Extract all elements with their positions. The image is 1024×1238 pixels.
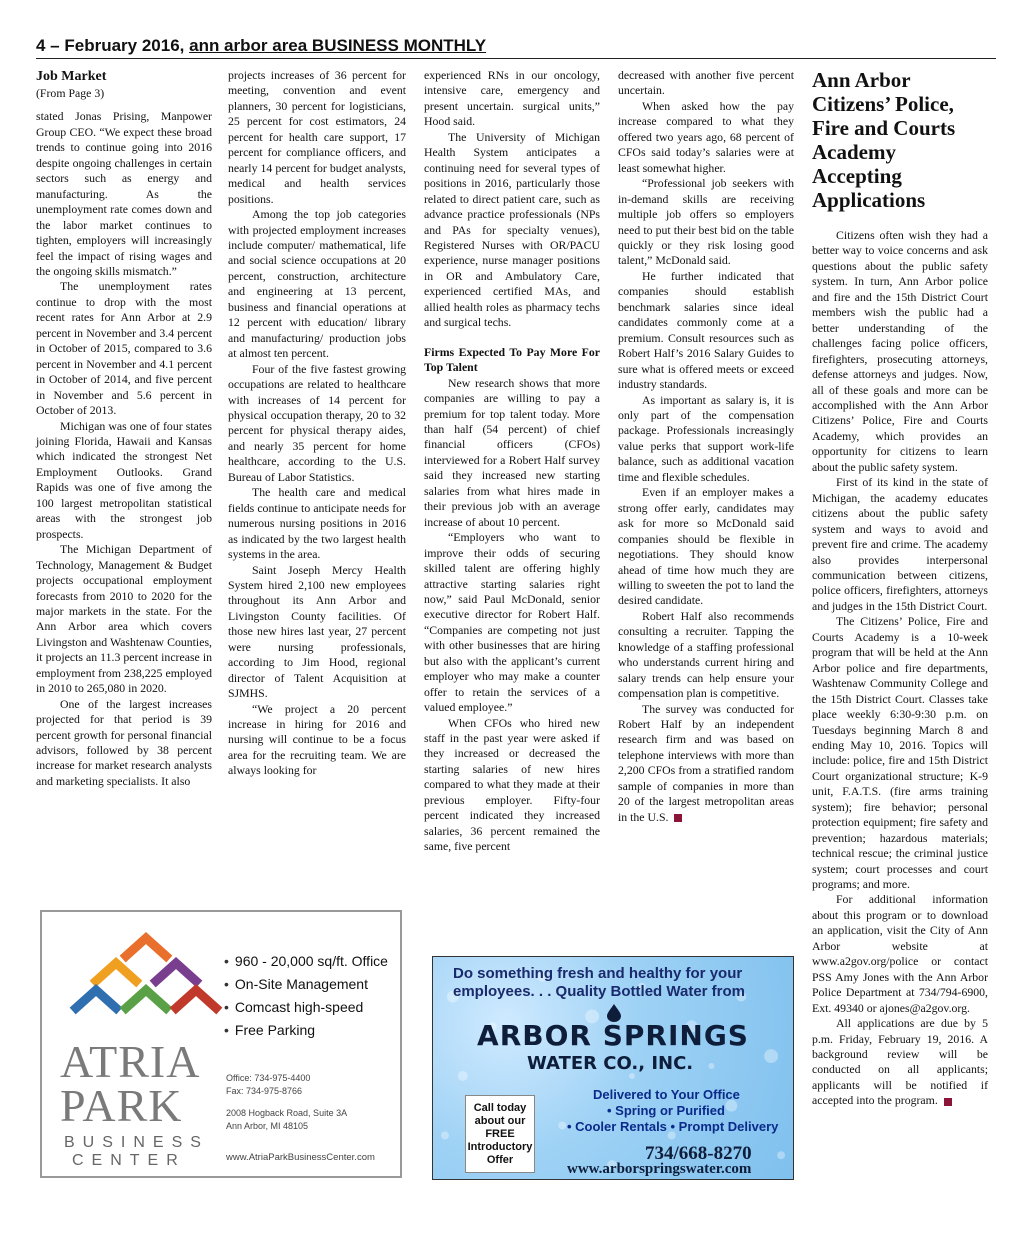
paragraph: One of the largest increases projected for that period is 39 percent growth for personal financial advisors, followed by 38 percent increase for market research analysts and marketing specialists. It also [36, 696, 212, 788]
call-line: Offer [486, 1154, 514, 1166]
service-line: Delivered to Your Office [593, 1087, 740, 1102]
publication-name: ann arbor area BUSINESS MONTHLY [189, 36, 487, 55]
column-3 [424, 68, 600, 855]
atria-logo-icon [56, 926, 236, 1036]
call-line: FREE [485, 1128, 515, 1140]
atria-logo-subtext [64, 1134, 209, 1170]
call-today-box [465, 1095, 535, 1173]
paragraph: The University of Michigan Health System anticipates a continuing need for several types of positions in 2016, particularly those related to direct patient care, such as advance practice professionals (NPs and PAs for specialty venues), Registered Nurses with OR/PACU experience, nurse manager positions in OR and Ambulatory Care, experienced certified MAs, and allied health roles as pharmacy techs and surgical techs. [424, 129, 600, 330]
address-line: 2008 Hogback Road, Suite 3A [226, 1108, 348, 1118]
column-4 [618, 68, 794, 825]
article-headline: Job Market [36, 69, 107, 84]
atria-park-ad[interactable] [40, 910, 402, 1178]
logo-word: BUSINESS [64, 1134, 209, 1151]
logo-word: ATRIA [60, 1036, 201, 1087]
paragraph: When asked how the pay increase compared to what they offered two years ago, 68 percent of CFOs said today’s salaries were at least somewhat higher. [618, 98, 794, 175]
arbor-company-suffix: WATER CO., INC. [527, 1053, 694, 1074]
sidebar-headline: Ann Arbor Citizens’ Police, Fire and Courts Academy Accepting Applications [812, 68, 956, 212]
paragraph: “Employers who want to improve their odds of securing skilled talent are offering highly attractive starting salaries right now,” said Paul McDonald, senior executive director for Robert Half. “Companies are competing not just with other businesses that are hiring but also with the applicant’s current employer who may make a counter offer to retain the services of a valued employee.” [424, 530, 600, 715]
service-line: • Spring or Purified [607, 1103, 725, 1118]
arbor-phone[interactable]: 734/668-8270 [645, 1143, 752, 1164]
call-line: Call today [473, 1102, 527, 1114]
paragraph: Four of the five fastest growing occupations are related to healthcare with increases of 14 percent for physical occupation therapy, 20 to 32 percent for physical therapy aides, and nearly 35 percent for home healthcare, according to the U.S. Bureau of Labor Statistics. [228, 361, 406, 484]
end-mark-icon [674, 814, 682, 822]
subheading: Firms Expected To Pay More For Top Talent [424, 344, 600, 375]
paragraph [812, 1016, 988, 1109]
end-mark-icon [944, 1098, 952, 1106]
service-line: • Cooler Rentals • Prompt Delivery [567, 1119, 779, 1134]
paragraph: Saint Joseph Mercy Health System hired 2,100 new employees throughout its Ann Arbor and Livingston County facilities. Of those new hires last year, 27 percent were nursing professionals, according to Jim Hood, regional director of Talent Acquisition at SJMHS. [228, 562, 406, 701]
paragraph: For additional information about this program or to download an application, visit the City of Ann Arbor website at www.a2gov.org/police or contact PSS Amy Jones with the Ann Arbor Police Department at 734/794-6900, Ext. 49340 or ajones@a2gov.org. [812, 892, 988, 1015]
paragraph: The Michigan Department of Technology, Management & Budget projects occupational employment forecasts from 2010 to 2020 for the major markets in the state. For the Ann Arbor area which covers Livingston and Washtenaw Counties, it projects an 11.3 percent increase in employment from 238,225 employed in 2010 to 265,080 in 2020. [36, 542, 212, 696]
call-line: Introductory [467, 1141, 533, 1153]
paragraph-text: The survey was conducted for Robert Half by an independent research firm and was based on telephone interviews with more than 2,200 CFOs from a stratified random sample of companies in more than 20 of the largest metropolitan areas in the U.S. [618, 701, 794, 824]
logo-word: CENTER [72, 1152, 186, 1169]
paragraph: Citizens often wish they had a better way to voice concerns and ask questions about the public safety system. In turn, Ann Arbor police and fire and the 15th District Court members wish the public had a better understanding of the challenges facing police officers, firefighters, prosecuting attorneys, defense attorneys and judges. Now, all of these goals and more can be accomplished with the Ann Arbor Citizens’ Police, Fire and Courts Academy, which provides an opportunity for citizens to learn about the public safety system. [812, 228, 988, 474]
feature-item: • On-Site Management [224, 973, 388, 996]
paragraph: Michigan was one of four states joining Florida, Hawaii and Kansas which indicated the strongest Net Employment Outlooks. Grand Rapids was one of five among the 100 largest metropolitan statistical areas with the strongest job prospects. [36, 418, 212, 541]
paragraph: “We project a 20 percent increase in hiring for 2016 and nursing will continue to be a focus area for the recruiting team. We are always looking for [228, 701, 406, 778]
arbor-tagline: Do something fresh and healthy for your employees. . . Quality Bottled Water from [453, 965, 746, 1000]
page-date: 4 – February 2016, [36, 36, 185, 55]
paragraph-text: All applications are due by 5 p.m. Friday, February 19, 2016. A background review will be conducted on all applicants; applicants will be notified if accepted into the program. [812, 1016, 988, 1108]
call-line: about our [474, 1115, 526, 1127]
arbor-website-link[interactable]: www.arborspringswater.com [567, 1161, 752, 1177]
page-header [36, 36, 486, 56]
paragraph: decreased with another five percent uncertain. [618, 68, 794, 98]
header-rule [36, 58, 996, 59]
paragraph: The unemployment rates continue to drop with the most recent rates for Ann Arbor at 2.9 percent in November and 3.4 percent in October of 2015, compared to 3.6 percent in November and 4.1 percent in October of 2014, and five percent in November and 5.6 percent in October of 2013. [36, 279, 212, 418]
feature-item: • Comcast high-speed [224, 996, 388, 1019]
atria-website-link[interactable]: www.AtriaParkBusinessCenter.com [226, 1152, 375, 1163]
paragraph: “Professional job seekers with in-demand skills are receiving multiple job offers so employers need to put their best bid on the table quickly or they risk losing good talent,” McDonald said. [618, 176, 794, 268]
paragraph: projects increases of 36 percent for meeting, convention and event planners, 30 percent for logisticians, 25 percent for cost estimators, 24 percent for health care support, 17 percent for compliance officers, and nearly 14 percent for budget analysts, medical and health services positions. [228, 68, 406, 206]
feature-item: • Free Parking [224, 1019, 388, 1042]
feature-item: • 960 - 20,000 sq/ft. Office [224, 950, 388, 973]
column-1 [36, 68, 212, 789]
arbor-company-name: ARBOR SPRINGS [477, 1019, 749, 1052]
office-phone: Office: 734-975-4400 [226, 1073, 311, 1083]
sidebar-article [812, 68, 988, 1109]
paragraph: Robert Half also recommends consulting a recruiter. Tapping the knowledge of a staffing professional who understands current hiring and salary trends can help ensure your compensation plan is competitive. [618, 608, 794, 701]
continued-from: (From Page 3) [36, 86, 105, 100]
paragraph: stated Jonas Prising, Manpower Group CEO. “We expect these broad trends to continue going into 2016 despite ongoing challenges in certain sectors such as energy and manufacturing. As the unemployment rate comes down and the labor market continues to tighten, employers will increasingly feel the impact of rising wages and the ongoing skills mismatch.” [36, 109, 212, 278]
paragraph: The Citizens’ Police, Fire and Courts Academy is a 10-week program that will be held at the Ann Arbor police and fire departments, Washtenaw Community College and the 15th District Court. Classes take place weekly 6:30-9:30 p.m. on Tuesdays beginning March 8 and ending May 10, 2016. Topics will include: police, fire and 15th District Court organizational structure; K-9 unit, F.A.T.S. (fire arms training system); fire behavior; personal protection equipment; fire safety and prevention; hazardous materials; technical rescue; the criminal justice system; court processes and court programs; and more. [812, 614, 988, 892]
address-line: Ann Arbor, MI 48105 [226, 1121, 309, 1131]
paragraph: The health care and medical fields continue to anticipate needs for numerous nursing positions in 2016 as indicated by the two largest health systems in the area. [228, 485, 406, 562]
arbor-services [567, 1087, 778, 1135]
paragraph: When CFOs who hired new staff in the past year were asked if they increased or decreased the starting salaries of new hires compared to what they made at their previous employer. Fifty-four percent indicated they increased salaries, 36 percent remained the same, five percent [424, 715, 600, 854]
logo-word: PARK [60, 1080, 183, 1131]
fax-number: Fax: 734-975-8766 [226, 1086, 303, 1096]
atria-features [224, 950, 388, 1042]
paragraph: New research shows that more companies are willing to pay a premium for top talent today. More than half (54 percent) of chief financial officers (CFOs) interviewed for a Robert Half survey said they increased new starting salaries from what hires made in their previous job with an average increase of about 10 percent. [424, 375, 600, 529]
paragraph: He further indicated that companies should establish benchmark salaries since ideal candidates commonly come at a premium. Consult resources such as Robert Half’s 2016 Salary Guides to sure what is offered meets or exceed industry standards. [618, 268, 794, 392]
paragraph: Among the top job categories with projected employment increases include computer/ mathematical, life and social science occupations at 20 percent, construction, architecture and engineering at 13 percent, business and financial operations at 12 percent with education/ library and manufacturing/ production jobs at almost ten percent. [228, 207, 406, 361]
atria-logo-text [60, 1036, 201, 1131]
paragraph: First of its kind in the state of Michigan, the academy educates citizens about the public safety system and ways to avoid and prevent fire and crime. The academy also provides interpersonal communication between citizens, police officers, firefighters, attorneys and judges in the 15th District Court. [812, 475, 988, 613]
paragraph [618, 702, 794, 826]
paragraph: As important as salary is, it is only part of the compensation package. Professionals increasingly value perks that support work-life balance, such as additional vacation time and flexible schedules. [618, 392, 794, 484]
column-2 [228, 68, 406, 779]
paragraph: experienced RNs in our oncology, intensive care, emergency and present uncertain. surgical units,” Hood said. [424, 68, 600, 129]
arbor-springs-ad[interactable] [432, 956, 794, 1180]
paragraph: Even if an employer makes a strong offer early, candidates may ask for more so McDonald said companies should be flexible in negotiations. They should know ahead of time how much they are willing to sweeten the pot to land the desired candidate. [618, 485, 794, 608]
atria-contact [226, 1072, 347, 1133]
